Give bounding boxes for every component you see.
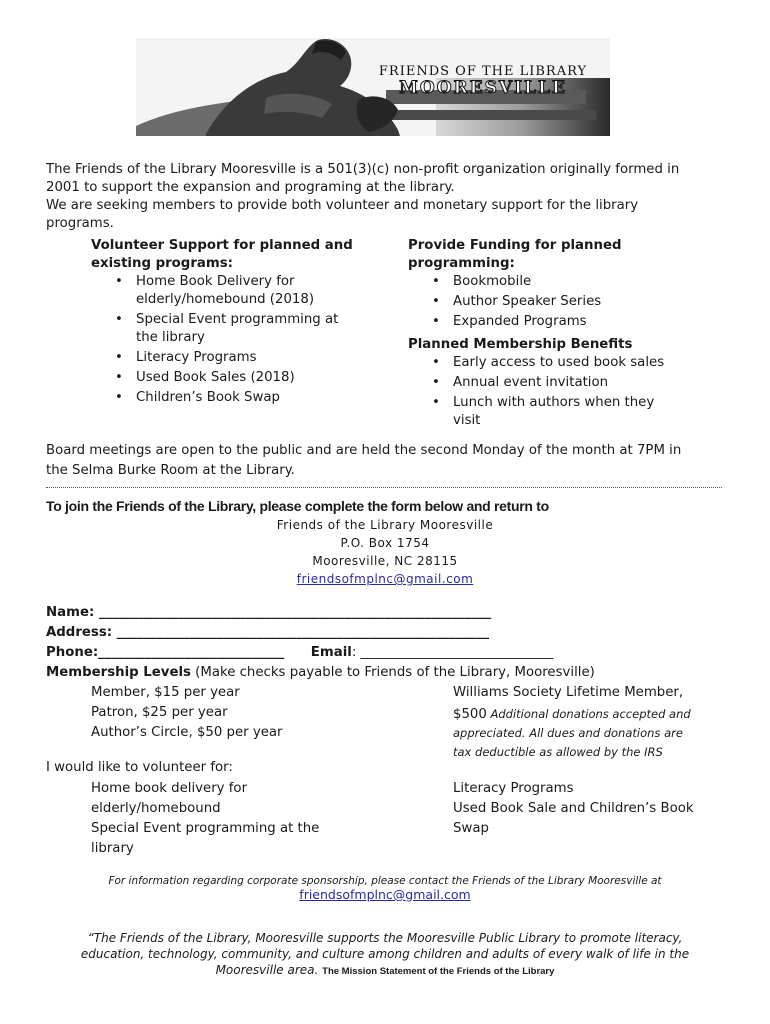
board-meetings-text: Board meetings are open to the public and are held the second Monday of the month at 7PM in the Selma Burke Room at the Library. (46, 443, 682, 478)
membership-form (46, 603, 746, 683)
list-item: • Author Speaker Series (408, 293, 738, 311)
intro-line: programs. (46, 216, 114, 231)
divider (46, 487, 722, 488)
logo-title: FRIENDS OF THE LIBRARY (378, 64, 588, 79)
lifetime-membership[interactable]: Williams Society Lifetime Member, $500 Additional donations accepted and appreciated. All dues and donations are tax deductible as allowed by the IRS (453, 685, 691, 759)
funding-section (408, 237, 738, 430)
email-field[interactable]: Email: _____________________________ (310, 645, 554, 660)
list-item: • Special Event programming at the library (91, 311, 391, 347)
list-item: • Home Book Delivery for elderly/homebound (2018) (91, 273, 391, 309)
volunteer-heading: Volunteer Support for planned and (91, 238, 353, 253)
mailing-address: Friends of the Library Mooresville P.O. Box 1754 Mooresville, NC 28115 friendsofmplnc@gmail.com (276, 518, 494, 586)
level-patron[interactable]: Patron, $25 per year (91, 705, 228, 720)
logo-subtitle: MOORESVILLE (399, 78, 567, 98)
join-heading: To join the Friends of the Library, please complete the form below and return to (46, 498, 549, 514)
option-literacy[interactable]: Literacy Programs (453, 781, 574, 796)
mission-attribution: The Mission Statement of the Friends of the Library (322, 966, 555, 977)
sponsorship-email-link[interactable]: friendsofmplnc@gmail.com (299, 887, 471, 902)
volunteer-heading: existing programs: (91, 256, 233, 271)
sponsorship-email-row (0, 887, 770, 902)
phone-email-row (46, 643, 746, 663)
volunteer-options-right (453, 779, 743, 839)
list-item: • Bookmobile (408, 273, 738, 291)
funding-heading: programming: (408, 256, 515, 271)
option-book-sale[interactable]: Used Book Sale and Children’s Book Swap (453, 801, 694, 836)
membership-levels-list (91, 683, 421, 743)
list-item: • Early access to used book sales (408, 354, 738, 372)
intro-line: The Friends of the Library Mooresville is a 501(3)(c) non-profit organization originally formed in (46, 162, 680, 177)
funding-heading: Provide Funding for planned (408, 238, 622, 253)
volunteer-for-label: I would like to volunteer for: (46, 760, 233, 775)
volunteer-options-left (91, 779, 391, 859)
option-home-delivery[interactable]: Home book delivery for elderly/homebound (91, 781, 248, 816)
membership-levels-heading: Membership Levels (Make checks payable to Friends of the Library, Mooresville) (46, 665, 595, 680)
level-member[interactable]: Member, $15 per year (91, 685, 240, 700)
level-authors-circle[interactable]: Author’s Circle, $50 per year (91, 725, 283, 740)
list-item: • Annual event invitation (408, 374, 738, 392)
email-link[interactable]: friendsofmplnc@gmail.com (296, 572, 474, 586)
list-item: • Expanded Programs (408, 313, 738, 331)
mission-statement: “The Friends of the Library, Mooresville supports the Mooresville Public Library to promote literacy, education, technology, community, and culture among children and adults of every walk of life in the Mooresville area. The Mission Statement of the Friends of the Library (80, 931, 690, 977)
sponsorship-note: For information regarding corporate sponsorship, please contact the Friends of the Library Mooresville at (108, 875, 662, 887)
list-item: • Literacy Programs (91, 349, 391, 367)
intro-line: We are seeking members to provide both volunteer and monetary support for the library (46, 198, 639, 213)
list-item: • Children’s Book Swap (91, 389, 391, 407)
intro-paragraph (46, 161, 736, 233)
phone-field[interactable]: Phone:____________________________ (46, 645, 285, 660)
volunteer-support-section (91, 237, 391, 407)
address-field[interactable]: Address: ________________________________________________________ (46, 625, 489, 640)
library-logo (136, 38, 610, 136)
list-item: • Used Book Sales (2018) (91, 369, 391, 387)
option-special-event[interactable]: Special Event programming at the library (91, 821, 320, 856)
intro-line: 2001 to support the expansion and programing at the library. (46, 180, 455, 195)
name-field[interactable]: Name: ___________________________________________________________ (46, 605, 492, 620)
benefits-heading: Planned Membership Benefits (408, 337, 633, 352)
list-item: • Lunch with authors when they visit (408, 394, 738, 430)
